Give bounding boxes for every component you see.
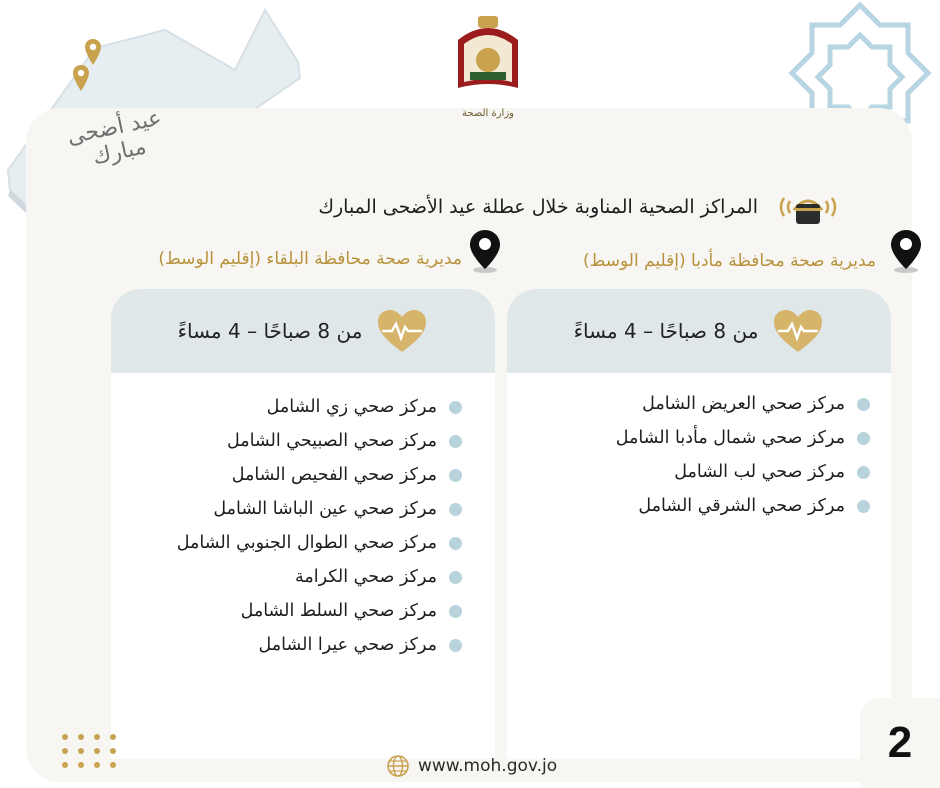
footer <box>386 754 557 778</box>
location-pin-icon <box>888 228 924 274</box>
list-item: مركز صحي الكرامة <box>177 560 462 594</box>
title-row <box>318 186 844 228</box>
list-item: مركز صحي عيرا الشامل <box>177 628 462 662</box>
bullet-dot <box>857 432 870 445</box>
list-item: مركز صحي السلط الشامل <box>177 594 462 628</box>
decorative-dots <box>62 734 118 768</box>
location-pin-icon <box>467 228 503 274</box>
bullet-dot <box>449 571 462 584</box>
working-hours: من 8 صباحًا – 4 مساءً <box>573 319 759 343</box>
madaba-panel <box>507 289 891 759</box>
ministry-caption: وزارة الصحة <box>462 108 514 119</box>
list-item: مركز صحي الطوال الجنوبي الشامل <box>177 526 462 560</box>
list-item: مركز صحي الصبيحي الشامل <box>177 424 462 458</box>
globe-icon <box>386 754 410 778</box>
panel-header <box>507 289 891 373</box>
bullet-dot <box>449 469 462 482</box>
bullet-dot <box>857 398 870 411</box>
list-item: مركز صحي زي الشامل <box>177 390 462 424</box>
website-link[interactable]: www.moh.gov.jo <box>418 756 558 776</box>
bullet-dot <box>449 639 462 652</box>
madaba-centers-list <box>616 387 870 523</box>
directorate-balqa-title: مديرية صحة محافظة البلقاء (إقليم الوسط) <box>158 249 462 269</box>
bullet-dot <box>449 503 462 516</box>
kaaba-icon <box>772 186 844 228</box>
heartbeat-icon <box>772 308 824 354</box>
list-item: مركز صحي عين الباشا الشامل <box>177 492 462 526</box>
working-hours: من 8 صباحًا – 4 مساءً <box>177 319 363 343</box>
bullet-dot <box>449 401 462 414</box>
directorate-madaba-title: مديرية صحة محافظة مأدبا (إقليم الوسط) <box>583 251 876 271</box>
page-number: 2 <box>860 698 940 788</box>
balqa-centers-list <box>177 390 462 662</box>
list-item: مركز صحي لب الشامل <box>616 455 870 489</box>
panel-header <box>111 289 495 373</box>
bullet-dot <box>449 537 462 550</box>
list-item: مركز صحي الشرقي الشامل <box>616 489 870 523</box>
bullet-dot <box>449 435 462 448</box>
location-pin-icon <box>72 64 90 92</box>
location-pin-icon <box>84 38 102 66</box>
bullet-dot <box>449 605 462 618</box>
eid-greeting: عيد أضحى مبارك <box>65 105 164 171</box>
bullet-dot <box>857 500 870 513</box>
jordan-coat-of-arms-icon <box>450 10 526 96</box>
bullet-dot <box>857 466 870 479</box>
list-item: مركز صحي العريض الشامل <box>616 387 870 421</box>
heartbeat-icon <box>376 308 428 354</box>
page-title: المراكز الصحية المناوبة خلال عطلة عيد الأضحى المبارك <box>318 196 758 218</box>
list-item: مركز صحي شمال مأدبا الشامل <box>616 421 870 455</box>
list-item: مركز صحي الفحيص الشامل <box>177 458 462 492</box>
